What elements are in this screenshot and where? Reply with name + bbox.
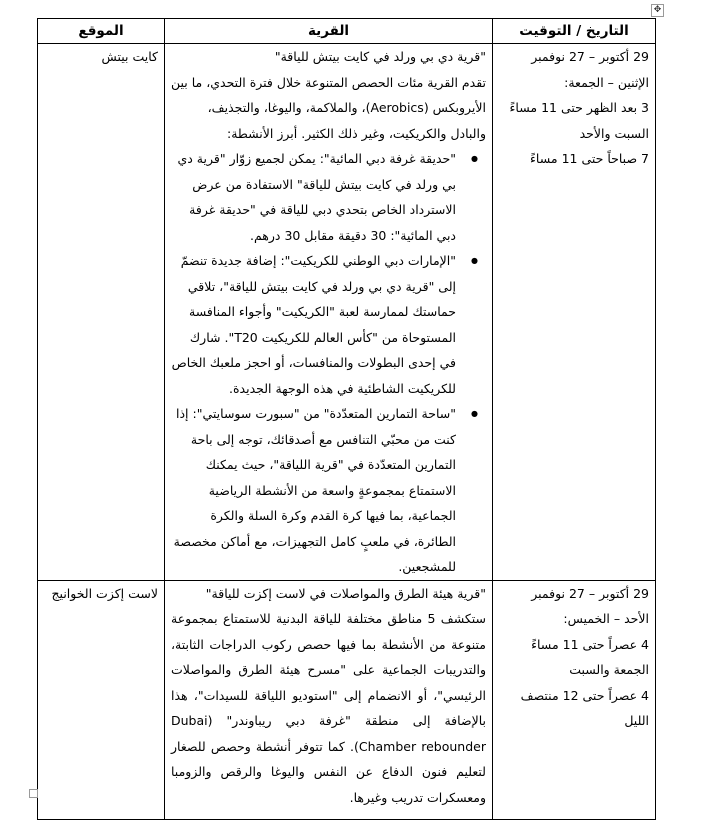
date-cell[interactable] — [493, 44, 656, 581]
table-row — [38, 580, 656, 819]
date-line: 29 أكتوبر – 27 نوفمبر — [531, 49, 649, 64]
events-table — [37, 18, 656, 820]
location-text: كايت بيتش — [101, 49, 158, 64]
table-resize-handle-icon[interactable] — [29, 789, 38, 798]
list-item: ● "ساحة التمارين المتعدّدة" من "سبورت سوسايتي": إذا كنت من محبّي التنافس مع أصدقائك، توجه إلى باحة التمارين المتعدّدة في "قرية اللياقة"، حيث يمكنك الاستمتاع بمجموعةٍ واسعة من الأنشطة الرياضية الجماعية، بما فيها كرة القدم وكرة السلة والكرة الطائرة، في ملعبٍ كامل التجهيزات، مع أماكن مخصصة للمشجعين. — [171, 401, 456, 580]
date-line: 29 أكتوبر – 27 نوفمبر — [531, 585, 649, 601]
village-body: ستكشف 5 مناطق مختلفة للياقة البدنية للاستمتاع بمجموعة متنوعة من الأنشطة بما فيها حصص ركوب الدراجات الثابتة، والتدريبات الجماعية على "مسرح هيئة الطرق والمواصلات الرئيسي"، أو الانضمام إلى "استوديو اللياقة للسيدات"، هذا بالإضافة إلى منطقة "غرفة دبي ريباوندر" (Dubai Chamber rebounder). كما تتوفر أنشطة وحصص للصغار لتعليم فنون الدفاع عن النفس واليوغا والرقص والزومبا ومعسكرات تدريب وغيرها. — [171, 611, 487, 805]
location-cell[interactable] — [38, 580, 165, 819]
list-item: ● "حديقة غرفة دبي المائية": يمكن لجميع زوّار "قرية دي بي ورلد في كايت بيتش للياقة" الاستفادة من عرض الاسترداد الخاص بتحدي دبي للياقة في "حديقة غرفة دبي المائية": 30 دقيقة مقابل 30 درهم. — [171, 146, 456, 248]
village-title: "قرية هيئة الطرق والمواصلات في لاست إكزت للياقة" — [205, 585, 486, 601]
header-location: الموقع — [38, 19, 165, 44]
date-line: 4 عصراً حتى 12 منتصف الليل — [520, 687, 649, 728]
date-line: 3 بعد الظهر حتى 11 مساءً — [509, 100, 649, 115]
village-cell[interactable] — [165, 44, 493, 581]
activities-list — [171, 146, 486, 580]
date-cell[interactable] — [493, 580, 656, 819]
date-line: 4 عصراً حتى 11 مساءً — [531, 636, 649, 652]
date-line: السبت والأحد — [579, 125, 649, 141]
date-line: الجمعة والسبت — [569, 662, 649, 677]
location-cell[interactable] — [38, 44, 165, 581]
location-text: لاست إكزت الخوانيج — [51, 585, 158, 601]
date-line: الإثنين – الجمعة: — [564, 74, 649, 90]
header-date: التاريخ / التوقيت — [493, 19, 656, 44]
village-cell[interactable] — [165, 580, 493, 819]
date-line: الأحد – الخميس: — [563, 611, 649, 626]
table-row — [38, 44, 656, 581]
header-village: القرية — [165, 19, 493, 44]
village-intro: تقدم القرية مئات الحصص المتنوعة خلال فترة التحدي، ما بين الأيروبكس (Aerobics)، والملاكمة، واليوغا، والتجذيف، والبادل والكريكيت، وغير ذلك الكثير. أبرز الأنشطة: — [171, 74, 486, 141]
header-row — [38, 19, 656, 44]
table-move-handle-icon[interactable]: ✥ — [651, 4, 664, 17]
village-title: "قرية دي بي ورلد في كايت بيتش للياقة" — [274, 49, 486, 64]
date-line: 7 صباحاً حتى 11 مساءً — [530, 151, 649, 166]
list-item: ● "الإمارات دبي الوطني للكريكيت": إضافة جديدة تنضمّ إلى "قرية دي بي ورلد في كايت بيتش للياقة"، تلاقي حماستك لممارسة لعبة "الكريكيت" وأجواء المنافسة المستوحاة من "كأس العالم للكريكيت T20". شارك في إحدى البطولات والمنافسات، أو احجز ملعبك الخاص للكريكيت الشاطئية في هذه الوجهة الجديدة. — [171, 248, 456, 401]
